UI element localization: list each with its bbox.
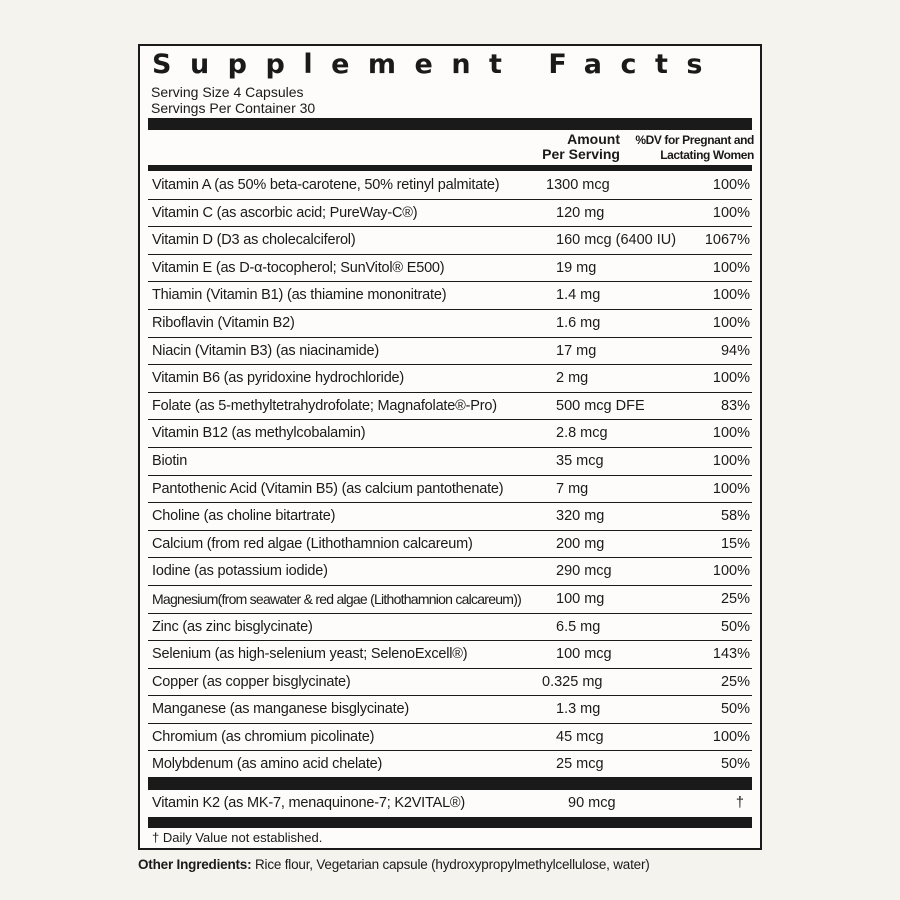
nutrient-amount: 100 mcg <box>556 646 612 663</box>
nutrient-dv: 100% <box>712 259 750 276</box>
nutrient-amount: 7 mg <box>556 480 589 497</box>
table-row <box>148 724 752 752</box>
nutrient-dv: 100% <box>712 314 750 331</box>
other-ingredients-text: Rice flour, Vegetarian capsule (hydroxypropylmethylcellulose, water) <box>251 857 650 872</box>
nutrient-amount: 25 mcg <box>556 756 604 773</box>
nutrient-dv: 100% <box>712 287 750 304</box>
nutrient-amount: 500 mcg DFE <box>556 397 645 414</box>
nutrient-name: Pantothenic Acid (Vitamin B5) (as calcium pantothenate) <box>152 480 504 497</box>
nutrient-name: Thiamin (Vitamin B1) (as thiamine mononitrate) <box>152 287 447 304</box>
table-row <box>148 641 752 669</box>
table-row <box>148 310 752 338</box>
nutrient-amount: 1.3 mg <box>556 701 601 718</box>
nutrient-name: Vitamin C (as ascorbic acid; PureWay-C®) <box>152 204 418 221</box>
nutrient-amount: 160 mcg (6400 IU) <box>556 232 677 249</box>
nutrient-amount: 2.8 mcg <box>556 425 608 442</box>
medium-divider <box>148 165 752 171</box>
dv-header-line1: %DV for Pregnant and <box>635 133 754 147</box>
thick-divider-middle <box>148 777 752 790</box>
nutrient-dv: 15% <box>720 535 750 552</box>
table-row <box>148 172 752 200</box>
table-row <box>148 255 752 283</box>
nutrient-dv: 50% <box>720 701 750 718</box>
nutrient-dv: 100% <box>712 425 750 442</box>
nutrient-amount: 17 mg <box>556 342 597 359</box>
nutrient-dv: 143% <box>712 646 750 663</box>
nutrient-amount: 1.6 mg <box>556 314 601 331</box>
thick-divider-bottom <box>148 817 752 828</box>
nutrient-name: Vitamin E (as D-α-tocopherol; SunVitol® E500) <box>152 259 445 276</box>
table-row <box>148 200 752 228</box>
amount-header-line2: Per Serving <box>542 146 620 162</box>
nutrient-amount: 320 mg <box>556 508 605 525</box>
nutrient-dv: 58% <box>720 508 750 525</box>
amount-header-line1: Amount <box>567 131 620 147</box>
nutrient-name: Chromium (as chromium picolinate) <box>152 728 375 745</box>
nutrient-name: Vitamin B12 (as methylcobalamin) <box>152 425 366 442</box>
nutrient-dv: 100% <box>712 728 750 745</box>
nutrient-name: Riboflavin (Vitamin B2) <box>152 314 295 331</box>
nutrient-dv: † <box>735 795 744 811</box>
table-row <box>148 586 752 614</box>
table-row <box>148 531 752 559</box>
nutrient-amount: 35 mcg <box>556 452 604 469</box>
nutrient-table <box>148 172 752 779</box>
nutrient-dv: 100% <box>712 370 750 387</box>
panel-title: Supplement Facts <box>152 49 721 80</box>
nutrient-name: Choline (as choline bitartrate) <box>152 508 336 525</box>
table-row <box>148 696 752 724</box>
dv-header-line2: Lactating Women <box>660 148 754 162</box>
nutrient-name: Vitamin A (as 50% beta-carotene, 50% retinyl palmitate) <box>152 177 500 193</box>
nutrient-dv: 100% <box>712 177 750 193</box>
nutrient-dv: 94% <box>720 342 750 359</box>
nutrient-name: Copper (as copper bisglycinate) <box>152 673 351 690</box>
table-row <box>148 227 752 255</box>
nutrient-name: Niacin (Vitamin B3) (as niacinamide) <box>152 342 380 359</box>
nutrient-dv: 100% <box>712 452 750 469</box>
nutrient-amount: 19 mg <box>556 259 597 276</box>
nutrient-name: Calcium (from red algae (Lithothamnion calcareum) <box>152 535 473 552</box>
nutrient-dv: 1067% <box>704 232 750 249</box>
servings-per-container: Servings Per Container 30 <box>151 100 316 116</box>
table-row <box>148 282 752 310</box>
table-row <box>148 503 752 531</box>
nutrient-amount: 100 mg <box>556 590 605 607</box>
footnote: † Daily Value not established. <box>152 830 323 845</box>
nutrient-amount: 6.5 mg <box>556 618 601 635</box>
nutrient-name: Biotin <box>152 452 188 469</box>
table-row <box>148 338 752 366</box>
nutrient-amount: 45 mcg <box>556 728 604 745</box>
nutrient-name: Vitamin B6 (as pyridoxine hydrochloride) <box>152 370 405 387</box>
nutrient-name: Magnesium(from seawater & red algae (Lithothamnion calcareum)) <box>152 590 522 607</box>
nutrient-amount: 0.325 mg <box>542 673 603 690</box>
nutrient-dv: 100% <box>712 480 750 497</box>
nutrient-dv: 50% <box>720 756 750 773</box>
nutrient-amount: 2 mg <box>556 370 589 387</box>
serving-size: Serving Size 4 Capsules <box>151 84 304 100</box>
nutrient-amount: 1300 mcg <box>546 177 610 193</box>
nutrient-dv: 100% <box>712 563 750 580</box>
table-row <box>148 420 752 448</box>
supplement-facts-panel <box>138 44 762 850</box>
nutrient-dv: 25% <box>720 590 750 607</box>
nutrient-name: Manganese (as manganese bisglycinate) <box>152 701 409 718</box>
nutrient-amount: 90 mcg <box>568 795 616 811</box>
nutrient-name: Vitamin D (D3 as cholecalciferol) <box>152 232 356 249</box>
nutrient-amount: 290 mcg <box>556 563 612 580</box>
nutrient-dv: 50% <box>720 618 750 635</box>
nutrient-amount: 120 mg <box>556 204 605 221</box>
nutrient-dv: 25% <box>720 673 750 690</box>
table-row <box>148 393 752 421</box>
thick-divider-top <box>148 118 752 130</box>
nutrient-amount: 200 mg <box>556 535 605 552</box>
nutrient-name: Iodine (as potassium iodide) <box>152 563 328 580</box>
nutrient-name: Folate (as 5-methyltetrahydrofolate; Magnafolate®-Pro) <box>152 397 497 414</box>
table-row <box>148 365 752 393</box>
nutrient-amount: 1.4 mg <box>556 287 601 304</box>
nutrient-dv: 83% <box>720 397 750 414</box>
table-row <box>148 448 752 476</box>
table-row <box>148 614 752 642</box>
nutrient-name: Vitamin K2 (as MK-7, menaquinone-7; K2VITAL®) <box>152 795 466 811</box>
nutrient-name: Molybdenum (as amino acid chelate) <box>152 756 383 773</box>
table-row <box>148 476 752 504</box>
table-row <box>148 751 752 779</box>
nutrient-dv: 100% <box>712 204 750 221</box>
nutrient-name: Zinc (as zinc bisglycinate) <box>152 618 313 635</box>
panel-inner <box>148 46 752 848</box>
nutrient-name: Selenium (as high-selenium yeast; SelenoExcell®) <box>152 646 468 663</box>
other-ingredients <box>138 857 650 872</box>
table-row <box>148 669 752 697</box>
extra-nutrient-row <box>148 793 752 817</box>
other-ingredients-label: Other Ingredients: <box>138 857 252 872</box>
table-row <box>148 558 752 586</box>
